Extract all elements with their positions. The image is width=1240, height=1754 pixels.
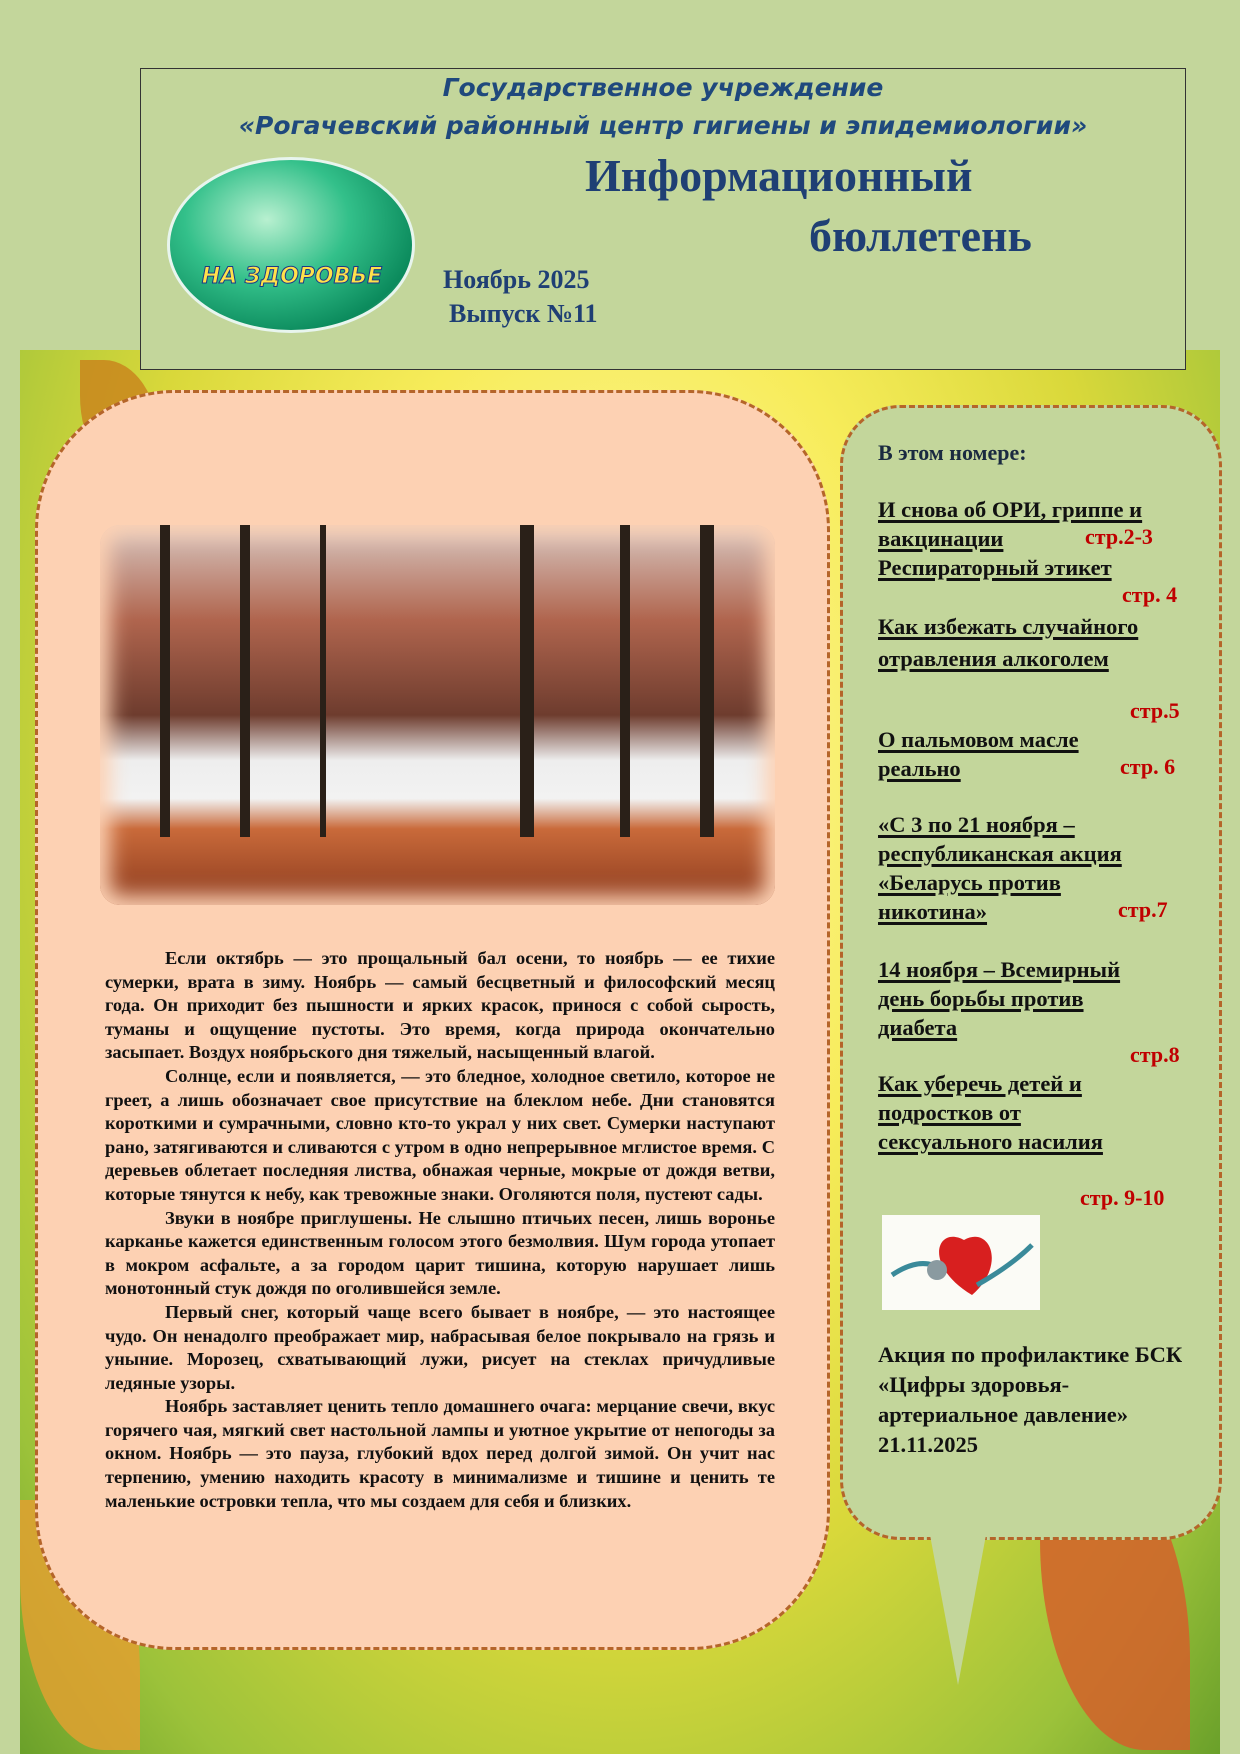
issue-number: Выпуск №11 <box>449 299 598 328</box>
toc-page: стр. 4 <box>1122 582 1178 607</box>
toc-page: стр.8 <box>1130 1042 1180 1067</box>
toc-link-palm-oil[interactable]: О пальмовом масле реально <box>878 727 1079 781</box>
org-line-2: «Рогачевский районный центр гигиены и эпидемиологии» <box>238 111 1088 140</box>
bulletin-header <box>140 68 1186 370</box>
autumn-forest-photo <box>100 525 775 905</box>
org-line-1: Государственное учреждение <box>442 73 884 102</box>
article-paragraph: Если октябрь — это прощальный бал осени, то ноябрь — ее тихие сумерки, врата в зиму. Ноябрь — самый бесцветный и философский месяц года. Он приходит без пышности и ярких красок, принося с собой сырость, туманы и ощущение пустоты. Это время, когда природа окончательно засыпает. Воздух ноябрьского дня тяжелый, насыщенный влагой. <box>105 948 775 1063</box>
article-paragraph: Солнце, если и появляется, — это бледное, холодное светило, которое не греет, а лишь обозначает свое присутствие на блеклом небе. Дни становятся короткими и сумрачными, словно кто-то украл у них свет. Сумерки наступают рано, затягиваются и сливаются с утром в одно непрерывное мглистое время. С деревьев облетает последняя листва, обнажая черные, мокрые от дождя ветви, которые тянутся к небу, как тревожные знаки. Оголяются поля, пустеют сады. <box>105 1065 775 1204</box>
title-line-1: Информационный <box>585 150 973 201</box>
toc-link-alcohol[interactable]: Как избежать случайного отравления алкоголем <box>878 614 1139 671</box>
article-paragraph: Ноябрь заставляет ценить тепло домашнего очага: мерцание свечи, вкус горячего чая, мягкий свет настольной лампы и уютное укрытие от непогоды за окном. Ноябрь — это пауза, глубокий вдох перед долгой зимой. Он учит нас терпению, умению находить красоту в минимализме и тишине и ценить те маленькие островки тепла, что мы создаем для себя и близких. <box>105 1396 775 1511</box>
promo-campaign: Акция по профилактике БСК «Цифры здоровья-артериальное давление» 21.11.2025 <box>878 1342 1183 1457</box>
toc-link-etiquette[interactable]: Респираторный этикет <box>878 555 1112 580</box>
issue-date: Ноябрь 2025 <box>443 265 590 294</box>
article-paragraph: Первый снег, который чаще всего бывает в ноябре, — это настоящее чудо. Он ненадолго преображает мир, набрасывая белое покрывало на грязь и уныние. Морозец, схватывающий лужи, рисует на стеклах причудливые ледяные узоры. <box>105 1301 775 1393</box>
toc-link-child-safety[interactable]: Как уберечь детей и подростков от сексуального насилия <box>878 1071 1103 1154</box>
heart-stethoscope-image <box>882 1215 1040 1310</box>
toc-page: стр.7 <box>1118 897 1168 922</box>
article-text <box>105 947 775 1513</box>
logo-text: НА ЗДОРОВЬЕ <box>201 264 383 289</box>
contents-heading: В этом номере: <box>878 440 1027 465</box>
title-line-2: бюллетень <box>809 210 1032 261</box>
speech-bubble-tail <box>930 1535 986 1685</box>
toc-link-ori[interactable]: И снова об ОРИ, гриппе и вакцинации <box>878 497 1143 551</box>
toc-link-nicotine[interactable]: «С 3 по 21 ноября – республиканская акция «Беларусь против никотина» <box>878 812 1122 924</box>
toc-page: стр.2-3 <box>1085 524 1153 549</box>
toc-page: стр.5 <box>1130 698 1180 723</box>
toc-page: стр. 6 <box>1120 754 1176 779</box>
toc-page: стр. 9-10 <box>1080 1185 1165 1210</box>
logo-na-zdorovye <box>167 157 415 333</box>
toc-link-diabetes[interactable]: 14 ноября – Всемирный день борьбы против диабета <box>878 957 1121 1040</box>
article-paragraph: Звуки в ноябре приглушены. Не слышно птичьих песен, лишь воронье карканье кажется единственным голосом этого безмолвия. Шум города утопает в мокром асфальте, а за городом царит тишина, которую нарушает лишь монотонный стук дождя по оголившейся земле. <box>105 1207 775 1299</box>
